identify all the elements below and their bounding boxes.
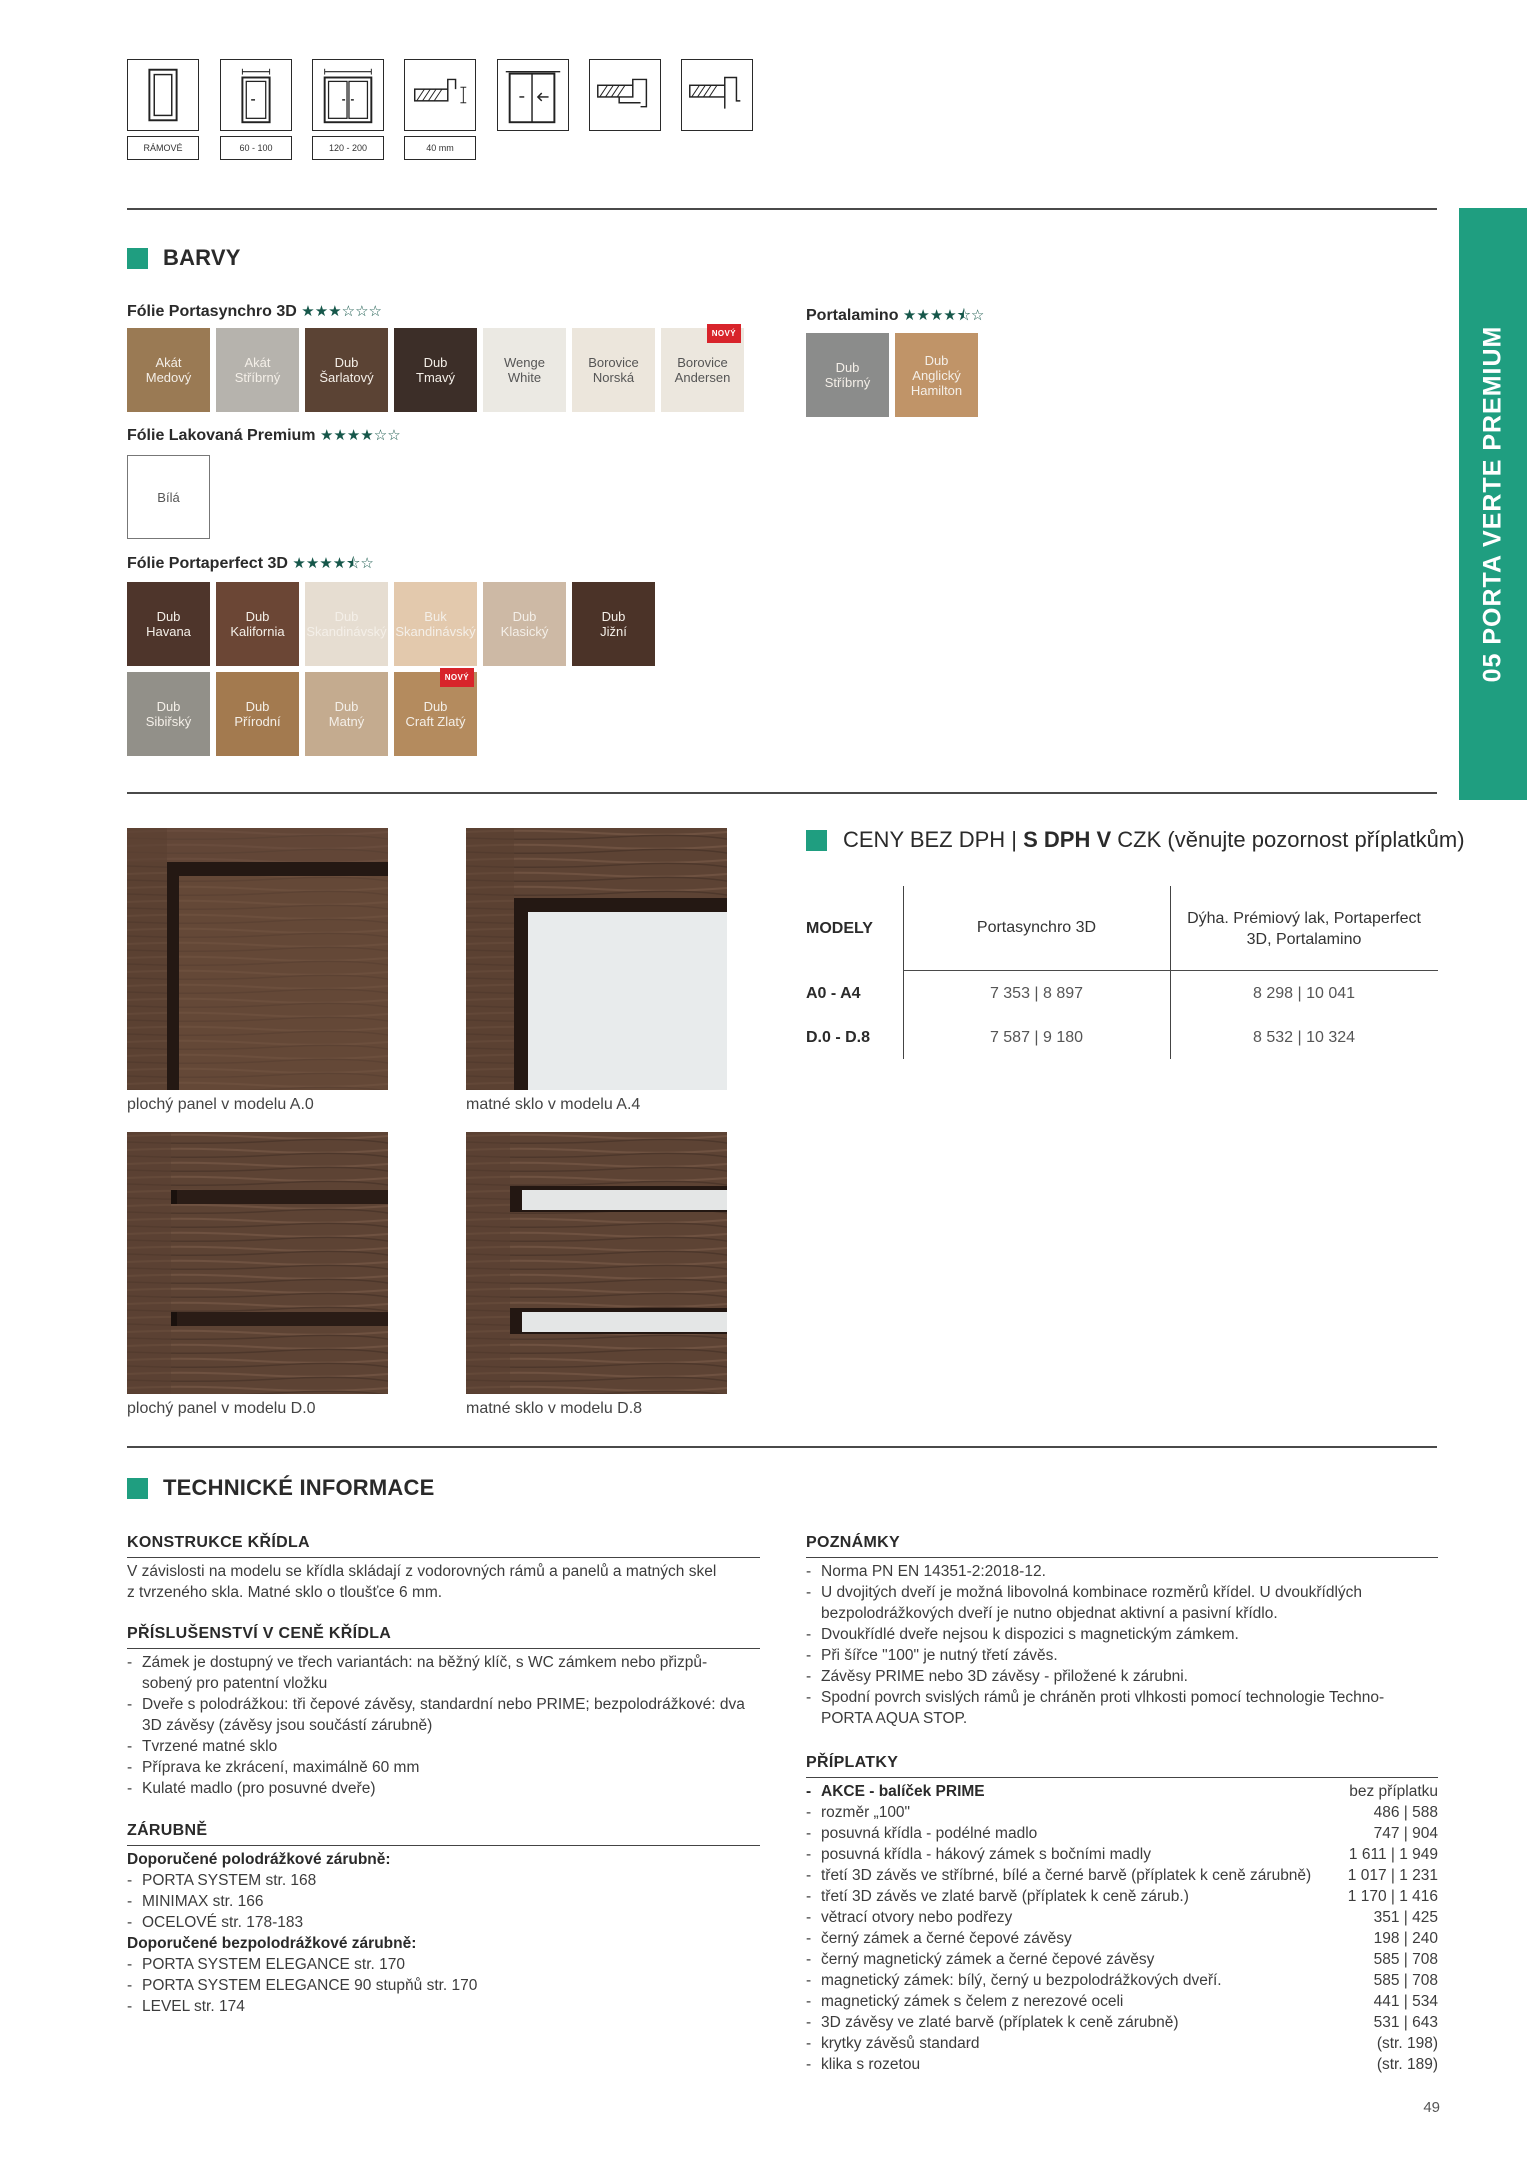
construction-text: V závislosti na modelu se křídla skládají z vodorovných rámů a panelů a matných skel z tvrzeného skla. Matné sklo o tloušťce 6 mm. (127, 1563, 717, 1601)
rating-stars-icon: ★★★☆☆☆ (301, 303, 382, 320)
surcharge-value: 585 | 708 (1373, 1951, 1438, 1968)
list-item: - Příprava ke zkrácení, maximálně 60 mm (127, 1757, 767, 1778)
swatch-label: Medový (145, 370, 192, 385)
surcharge-value: 351 | 425 (1373, 1909, 1438, 1926)
category-title-portalamino: Portalamino ★★★★⯪☆ (806, 307, 985, 324)
photo-matte-glass-a4 (466, 828, 727, 1090)
swatch-label: Norská (592, 370, 635, 385)
photo-flat-panel-d0 (127, 1132, 388, 1394)
swatch-label: Borovice (677, 355, 728, 370)
swatch-label: Dub (512, 609, 537, 624)
surcharge-row (806, 1907, 1438, 1928)
list-item: - PORTA SYSTEM ELEGANCE str. 170 (127, 1954, 767, 1975)
surcharge-row (806, 1823, 1438, 1844)
surcharge-value: 585 | 708 (1373, 1972, 1438, 1989)
rating-stars-icon: ★★★★⯪☆ (292, 555, 374, 572)
surcharge-label: - větrací otvory nebo podřezy (806, 1907, 1012, 1928)
surcharge-row (806, 1991, 1438, 2012)
color-swatch (572, 328, 655, 412)
price-row-portasynchro: 7 587 | 9 180 (989, 1029, 1084, 1046)
swatch-label: Dub (334, 609, 359, 624)
frames-group-title: Doporučené bezpolodrážkové zárubně: (127, 1935, 417, 1952)
surcharge-label: - třetí 3D závěs ve stříbrné, bílé a černé barvě (příplatek k ceně zárubně) (806, 1865, 1311, 1886)
heading-underline (806, 1777, 1438, 1778)
section-marker-icon (127, 248, 148, 269)
surcharge-value: 486 | 588 (1373, 1804, 1438, 1821)
double-door-icon (312, 59, 384, 131)
divider (127, 1446, 1437, 1448)
swatch-label: Dub (245, 699, 270, 714)
swatch-label: Kalifornia (230, 624, 285, 639)
swatch-label: Dub (156, 609, 181, 624)
swatch-label: Borovice (588, 355, 639, 370)
swatch-label: Bílá (157, 489, 180, 505)
heading-underline (806, 1557, 1438, 1558)
notes-list (806, 1561, 1446, 1729)
surcharge-label: - klika s rozetou (806, 2054, 920, 2075)
color-swatch (305, 672, 388, 756)
surcharge-label: - AKCE - balíček PRIME (806, 1781, 985, 1802)
swatch-label: Skandinávský (395, 624, 476, 639)
color-swatch (483, 328, 566, 412)
notes-heading: POZNÁMKY (806, 1534, 900, 1551)
swatch-label: Akát (155, 355, 182, 370)
list-item: - Kulaté madlo (pro posuvné dveře) (127, 1778, 767, 1799)
list-item: - Při šířce "100" je nutný třetí závěs. (806, 1645, 1446, 1666)
chapter-tab (1459, 208, 1527, 800)
surcharge-value: 531 | 643 (1373, 2014, 1438, 2031)
sliding-door-icon (497, 59, 569, 131)
color-swatch (572, 582, 655, 666)
color-swatch (394, 672, 477, 756)
swatch-label: Dub (924, 352, 949, 368)
list-item: - LEVEL str. 174 (127, 1996, 767, 2017)
swatch-label: Dub (423, 355, 448, 370)
color-swatch (394, 328, 477, 412)
accessories-heading: PŘÍSLUŠENSTVÍ V CENĚ KŘÍDLA (127, 1625, 392, 1642)
swatch-label: White (507, 370, 542, 385)
surcharge-label: - třetí 3D závěs ve zlaté barvě (příplatek k ceně zárub.) (806, 1886, 1189, 1907)
color-swatch (127, 455, 210, 539)
swatch-label: Přírodní (234, 714, 281, 729)
swatch-label: Dub (334, 355, 359, 370)
single-width-label: 60 - 100 (220, 136, 292, 160)
color-swatch (895, 333, 978, 417)
price-row-premium: 8 532 | 10 324 (1252, 1029, 1356, 1046)
surcharge-row (806, 2012, 1438, 2033)
swatch-label: Stříbrný (234, 370, 281, 385)
swatch-label: Tmavý (416, 370, 455, 385)
table-header-line (903, 970, 1438, 971)
surcharge-label: - černý zámek a černé čepové závěsy (806, 1928, 1072, 1949)
photo-flat-panel-a0 (127, 828, 388, 1090)
list-item: - Dvoukřídlé dveře nejsou k dispozici s magnetickým zámkem. (806, 1624, 1446, 1645)
surcharge-value: bez příplatku (1349, 1783, 1438, 1800)
heading-underline (127, 1648, 760, 1649)
divider (127, 792, 1437, 794)
list-item: - Norma PN EN 14351-2:2018-12. (806, 1561, 1446, 1582)
frame-type-label: RÁMOVÉ (127, 136, 199, 160)
photo-caption: plochý panel v modelu A.0 (127, 1096, 314, 1113)
surcharge-value: (str. 189) (1376, 2056, 1438, 2073)
category-title-portaperfect: Fólie Portaperfect 3D ★★★★⯪☆ (127, 555, 374, 572)
chapter-title: 05 PORTA VERTE PREMIUM (1478, 325, 1507, 683)
accessories-list (127, 1652, 767, 1799)
section-marker-icon (806, 830, 827, 851)
swatch-label: Dub (601, 609, 626, 624)
swatch-label: Wenge (504, 355, 545, 370)
swatch-label: Stříbrný (824, 375, 871, 390)
frames-heading: ZÁRUBNĚ (127, 1822, 208, 1839)
tech-section-title: TECHNICKÉ INFORMACE (163, 1475, 435, 1500)
list-item: - Závěsy PRIME nebo 3D závěsy - přiložené k zárubni. (806, 1666, 1446, 1687)
surcharge-label: - krytky závěsů standard (806, 2033, 980, 2054)
list-item: - PORTA SYSTEM ELEGANCE 90 stupňů str. 170 (127, 1975, 767, 1996)
list-item: - Spodní povrch svislých rámů je chráněn proti vlhkosti pomocí technologie Techno- PORTA AQUA STOP. (806, 1687, 1446, 1729)
surcharge-row (806, 1886, 1438, 1907)
surcharge-label: - 3D závěsy ve zlaté barvě (příplatek k ceně zárubně) (806, 2012, 1179, 2033)
color-swatch (394, 582, 477, 666)
color-swatch (216, 582, 299, 666)
swatch-label: Šarlatový (319, 370, 374, 385)
single-door-icon (220, 59, 292, 131)
color-swatch (305, 582, 388, 666)
divider (127, 208, 1437, 210)
list-item: - Dveře s polodrážkou: tři čepové závěsy, standardní nebo PRIME; bezpolodrážkové: dva 3D závěsy (závěsy jsou součástí zárubně) (127, 1694, 767, 1736)
category-title-lakovana: Fólie Lakovaná Premium ★★★★☆☆ (127, 427, 401, 444)
list-item: - MINIMAX str. 166 (127, 1891, 767, 1912)
frames-list (127, 1954, 767, 2017)
prices-heading: CENY BEZ DPH | S DPH V CZK (věnujte pozornost příplatkům) (843, 827, 1465, 852)
swatch-label: Matný (328, 714, 365, 729)
color-swatch (127, 582, 210, 666)
col-header-premium: Dýha. Prémiový lak, Portaperfect 3D, Portalamino (1187, 910, 1421, 948)
rebated-frame-icon (589, 59, 661, 131)
list-item: - PORTA SYSTEM str. 168 (127, 1870, 767, 1891)
list-item: - OCELOVÉ str. 178-183 (127, 1912, 767, 1933)
swatch-label: Sibiřský (145, 714, 192, 729)
frames-group-title: Doporučené polodrážkové zárubně: (127, 1851, 391, 1868)
construction-heading: KONSTRUKCE KŘÍDLA (127, 1534, 310, 1551)
list-item: - U dvojitých dveří je možná libovolná kombinace rozměrů křídel. U dvoukřídlých bezpolodrážkových dveří je nutno objednat aktivní a pasivní křídlo. (806, 1582, 1446, 1624)
frames-block (127, 1849, 767, 2017)
flush-frame-icon (681, 59, 753, 131)
price-row-premium: 8 298 | 10 041 (1252, 985, 1356, 1002)
photo-caption: matné sklo v modelu D.8 (466, 1400, 643, 1417)
swatch-label: Hamilton (910, 382, 963, 398)
photo-caption: plochý panel v modelu D.0 (127, 1400, 316, 1417)
new-badge: NOVÝ (707, 324, 741, 343)
surcharge-value: 441 | 534 (1373, 1993, 1438, 2010)
surcharge-label: - posuvná křídla - hákový zámek s bočními madly (806, 1844, 1151, 1865)
col-header-models: MODELY (806, 920, 873, 937)
rating-stars-icon: ★★★★⯪☆ (902, 307, 985, 324)
swatch-label: Andersen (674, 370, 731, 385)
color-swatch (483, 582, 566, 666)
swatch-label: Klasický (500, 624, 549, 639)
new-badge: NOVÝ (440, 668, 474, 687)
surcharge-row (806, 1865, 1438, 1886)
photo-matte-glass-d8 (466, 1132, 727, 1394)
surcharges-heading: PŘÍPLATKY (806, 1754, 899, 1771)
surcharges-list (806, 1781, 1438, 2075)
swatch-label: Dub (423, 699, 448, 714)
surcharge-value: 1 017 | 1 231 (1347, 1867, 1438, 1884)
frame-door-icon (127, 59, 199, 131)
colors-section-title: BARVY (163, 245, 241, 270)
category-title-portasynchro: Fólie Portasynchro 3D ★★★☆☆☆ (127, 303, 382, 320)
swatch-label: Akát (244, 355, 271, 370)
swatch-label: Craft Zlatý (405, 714, 466, 729)
color-swatch (806, 333, 889, 417)
swatch-label: Buk (424, 609, 447, 624)
rating-stars-icon: ★★★★☆☆ (319, 427, 401, 444)
color-swatch (305, 328, 388, 412)
surcharge-value: 198 | 240 (1373, 1930, 1438, 1947)
color-swatch (127, 672, 210, 756)
surcharge-label: - černý magnetický zámek a černé čepové závěsy (806, 1949, 1154, 1970)
color-swatch (661, 328, 744, 412)
color-swatch (216, 672, 299, 756)
swatch-label: Havana (146, 624, 191, 639)
surcharge-label: - rozměr „100" (806, 1802, 910, 1823)
surcharge-value: 1 170 | 1 416 (1347, 1888, 1438, 1905)
swatch-label: Skandinávský (306, 624, 387, 639)
swatch-label: Anglický (912, 367, 961, 383)
frames-list (127, 1870, 767, 1933)
surcharge-row (806, 1844, 1438, 1865)
surcharge-row (806, 2033, 1438, 2054)
price-row-model: A0 - A4 (806, 985, 861, 1002)
page-number: 49 (1423, 2099, 1440, 2116)
surcharge-label: - magnetický zámek s čelem z nerezové oceli (806, 1991, 1123, 2012)
heading-underline (127, 1557, 760, 1558)
surcharge-value: 747 | 904 (1373, 1825, 1438, 1842)
heading-underline (127, 1845, 760, 1846)
price-row-portasynchro: 7 353 | 8 897 (989, 985, 1084, 1002)
swatch-label: Dub (245, 609, 270, 624)
list-item: - Zámek je dostupný ve třech variantách: na běžný klíč, s WC zámkem nebo přizpů- sobený pro patentní vložku (127, 1652, 767, 1694)
door-thickness-icon (404, 59, 476, 131)
price-row-model: D.0 - D.8 (806, 1029, 871, 1046)
surcharge-row (806, 1970, 1438, 1991)
photo-caption: matné sklo v modelu A.4 (466, 1096, 641, 1113)
color-swatch (216, 328, 299, 412)
section-marker-icon (127, 1478, 148, 1499)
swatch-label: Dub (334, 699, 359, 714)
double-width-label: 120 - 200 (312, 136, 384, 160)
col-header-portasynchro: Portasynchro 3D (976, 919, 1097, 936)
swatch-label: Jižní (600, 624, 627, 639)
thickness-label: 40 mm (404, 136, 476, 160)
swatch-label: Dub (156, 699, 181, 714)
swatch-label: Dub (835, 360, 860, 375)
surcharge-row (806, 1781, 1438, 1802)
surcharge-row (806, 2054, 1438, 2075)
surcharge-row (806, 1802, 1438, 1823)
color-swatch (127, 328, 210, 412)
surcharge-label: - posuvná křídla - podélné madlo (806, 1823, 1037, 1844)
surcharge-row (806, 1949, 1438, 1970)
surcharge-row (806, 1928, 1438, 1949)
list-item: - Tvrzené matné sklo (127, 1736, 767, 1757)
surcharge-value: 1 611 | 1 949 (1348, 1846, 1438, 1863)
surcharge-label: - magnetický zámek: bílý, černý u bezpolodrážkových dveří. (806, 1970, 1222, 1991)
surcharge-value: (str. 198) (1376, 2035, 1438, 2052)
